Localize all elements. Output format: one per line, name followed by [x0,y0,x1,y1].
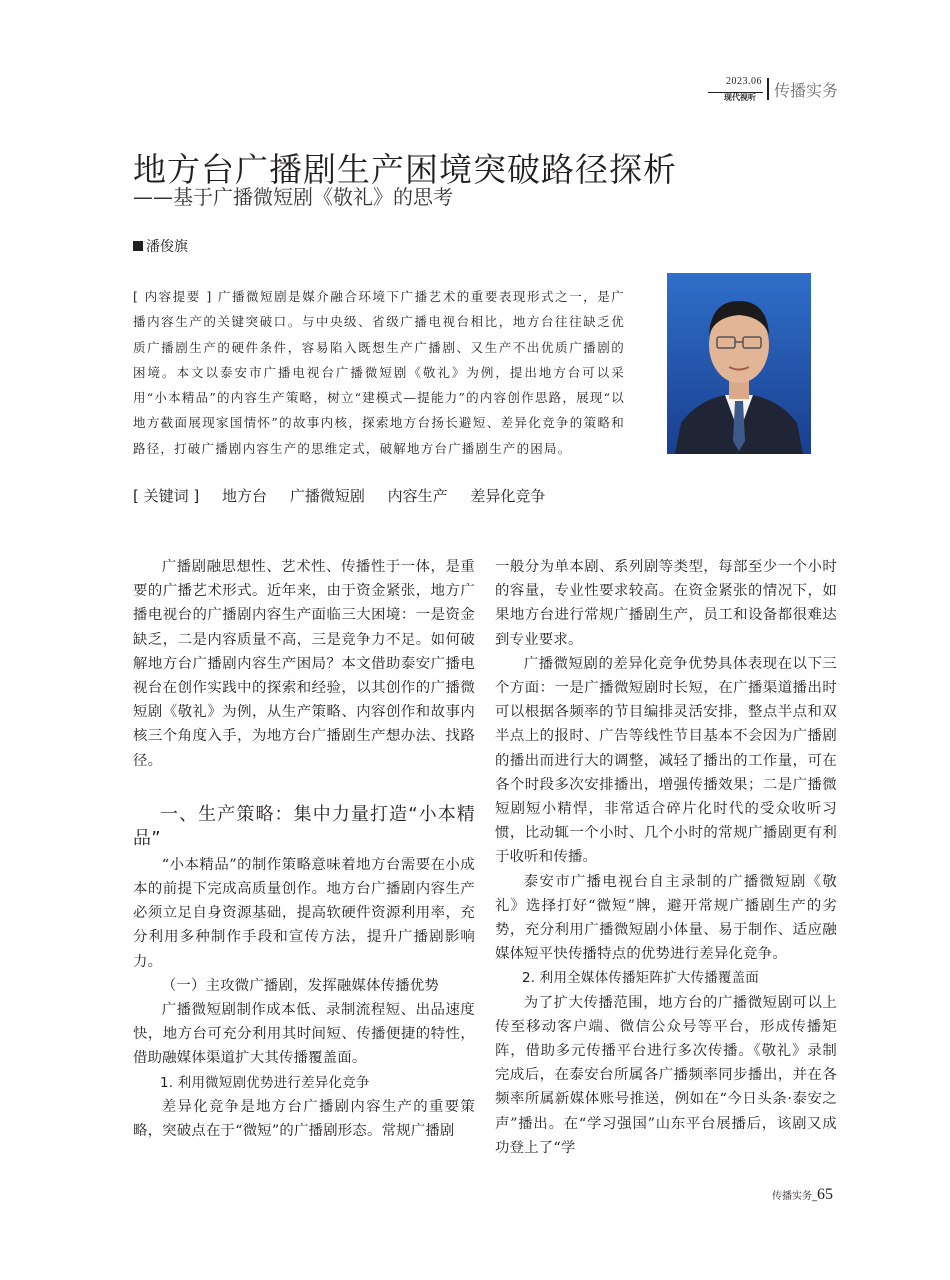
keywords-tag: [ 关键词 ] [133,487,200,505]
article-subtitle: ——基于广播微短剧《敬礼》的思考 [133,185,453,209]
sub-subsection-heading: 2. 利用全媒体传播矩阵扩大传播覆盖面 [522,970,759,987]
author-name: 潘俊旗 [146,239,188,255]
section-name: 传播实务 [774,81,839,100]
footer-section: 传播实务 [772,1191,812,1202]
keyword: 差异化竞争 [470,487,546,505]
subsection-heading: （一）主攻微广播剧，发挥融媒体传播优势 [161,977,440,994]
keyword: 内容生产 [387,487,448,505]
header-divider [767,78,769,100]
body-column-left [133,555,475,1143]
paragraph: 广播微短剧制作成本低、录制流程短、出品速度快，地方台可充分利用其时间短、传播便捷的特性，借助融媒体渠道扩大其传播覆盖面。 [133,1002,475,1067]
section-heading: 一、生产策略：集中力量打造“小本精品” [133,803,475,849]
body-column-right [495,555,837,1160]
keywords [133,485,563,506]
paragraph: 泰安市广播电视台自主录制的广播微短剧《敬礼》选择打好“微短”牌，避开常规广播剧生产的劣势，充分利用广播微短剧小体量、易于制作、适应融媒体短平快传播特点的优势进行差异化竞争。 [495,873,837,963]
issue-date: 2023.06 [726,76,762,87]
abstract [133,284,625,461]
keyword: 广播微短剧 [289,487,365,505]
author-photo [667,273,811,454]
keyword: 地方台 [222,487,268,505]
page-number: 65 [817,1186,833,1203]
page-footer: 传播实务_65 [772,1186,833,1203]
paragraph: 为了扩大传播范围，地方台的广播微短剧可以上传至移动客户端、微信公众号等平台，形成传播矩阵，借助多元传播平台进行多次传播。《敬礼》录制完成后，在泰安台所属各广播频率同步播出，并在各频率所属新媒体账号推送，例如在“今日头条·泰安之声”播出。在“学习强国”山东平台展播后，该剧又成功登上了“学 [495,994,837,1156]
paragraph: 差异化竞争是地方台广播剧内容生产的重要策略，突破点在于“微短”的广播剧形态。常规广播剧 [133,1098,475,1140]
abstract-text: 广播微短剧是媒介融合环境下广播艺术的重要表现形式之一，是广播内容生产的关键突破口。与中央级、省级广播电视台相比，地方台往往缺乏优质广播剧生产的硬件条件，容易陷入既想生产广播剧、又生产不出优质广播剧的困境。本文以泰安市广播电视台广播微短剧《敬礼》为例，提出地方台可以采用“小本精品”的内容生产策略，树立“建模式—提能力”的内容创作思路，展现“以地方截面展现家国情怀”的故事内核，探索地方台扬长避短、差异化竞争的策略和路径，打破广播剧内容生产的思维定式，破解地方台广播剧生产的困局。 [133,289,625,456]
paragraph: 广播微短剧的差异化竞争优势具体表现在以下三个方面：一是广播微短剧时长短，在广播渠道播出时可以根据各频率的节目编排灵活安排，整点半点和双半点上的报时、广告等线性节目基本不会因为广播剧的播出而进行大的调整，减轻了播出的工作量，可在各个时段多次安排播出，增强传播效果；二是广播微短剧短小精悍，非常适合碎片化时代的受众收听习惯，比动辄一个小时、几个小时的常规广播剧更有利于收听和传播。 [495,655,837,866]
article-title: 地方台广播剧生产困境突破路径探析 [133,150,677,189]
author-marker [133,241,143,251]
paragraph: 一般分为单本剧、系列剧等类型，每部至少一个小时的容量，专业性要求较高。在资金紧张的情况下，如果地方台进行常规广播剧生产，员工和设备都很难达到专业要求。 [495,559,837,648]
magazine-name: 现代视听 [724,93,756,102]
abstract-tag: [ 内容提要 ] [133,289,213,304]
sub-subsection-heading: 1. 利用微短剧优势进行差异化竞争 [160,1074,370,1091]
paragraph: “小本精品”的制作策略意味着地方台需要在小成本的前提下完成高质量创作。地方台广播剧内容生产必须立足自身资源基础，提高软硬件资源利用率，充分利用多种制作手段和宣传方法，提升广播剧影响力。 [133,856,475,970]
paragraph: 广播剧融思想性、艺术性、传播性于一体，是重要的广播艺术形式。近年来，由于资金紧张，地方广播电视台的广播剧内容生产面临三大困境：一是资金缺乏，二是内容质量不高，三是竞争力不足。如何破解地方台广播剧内容生产困局？本文借助泰安广播电视台在创作实践中的探索和经验，以其创作的广播微短剧《敬礼》为例，从生产策略、内容创作和故事内核三个角度入手，为地方台广播剧生产想办法、找路径。 [133,559,475,769]
